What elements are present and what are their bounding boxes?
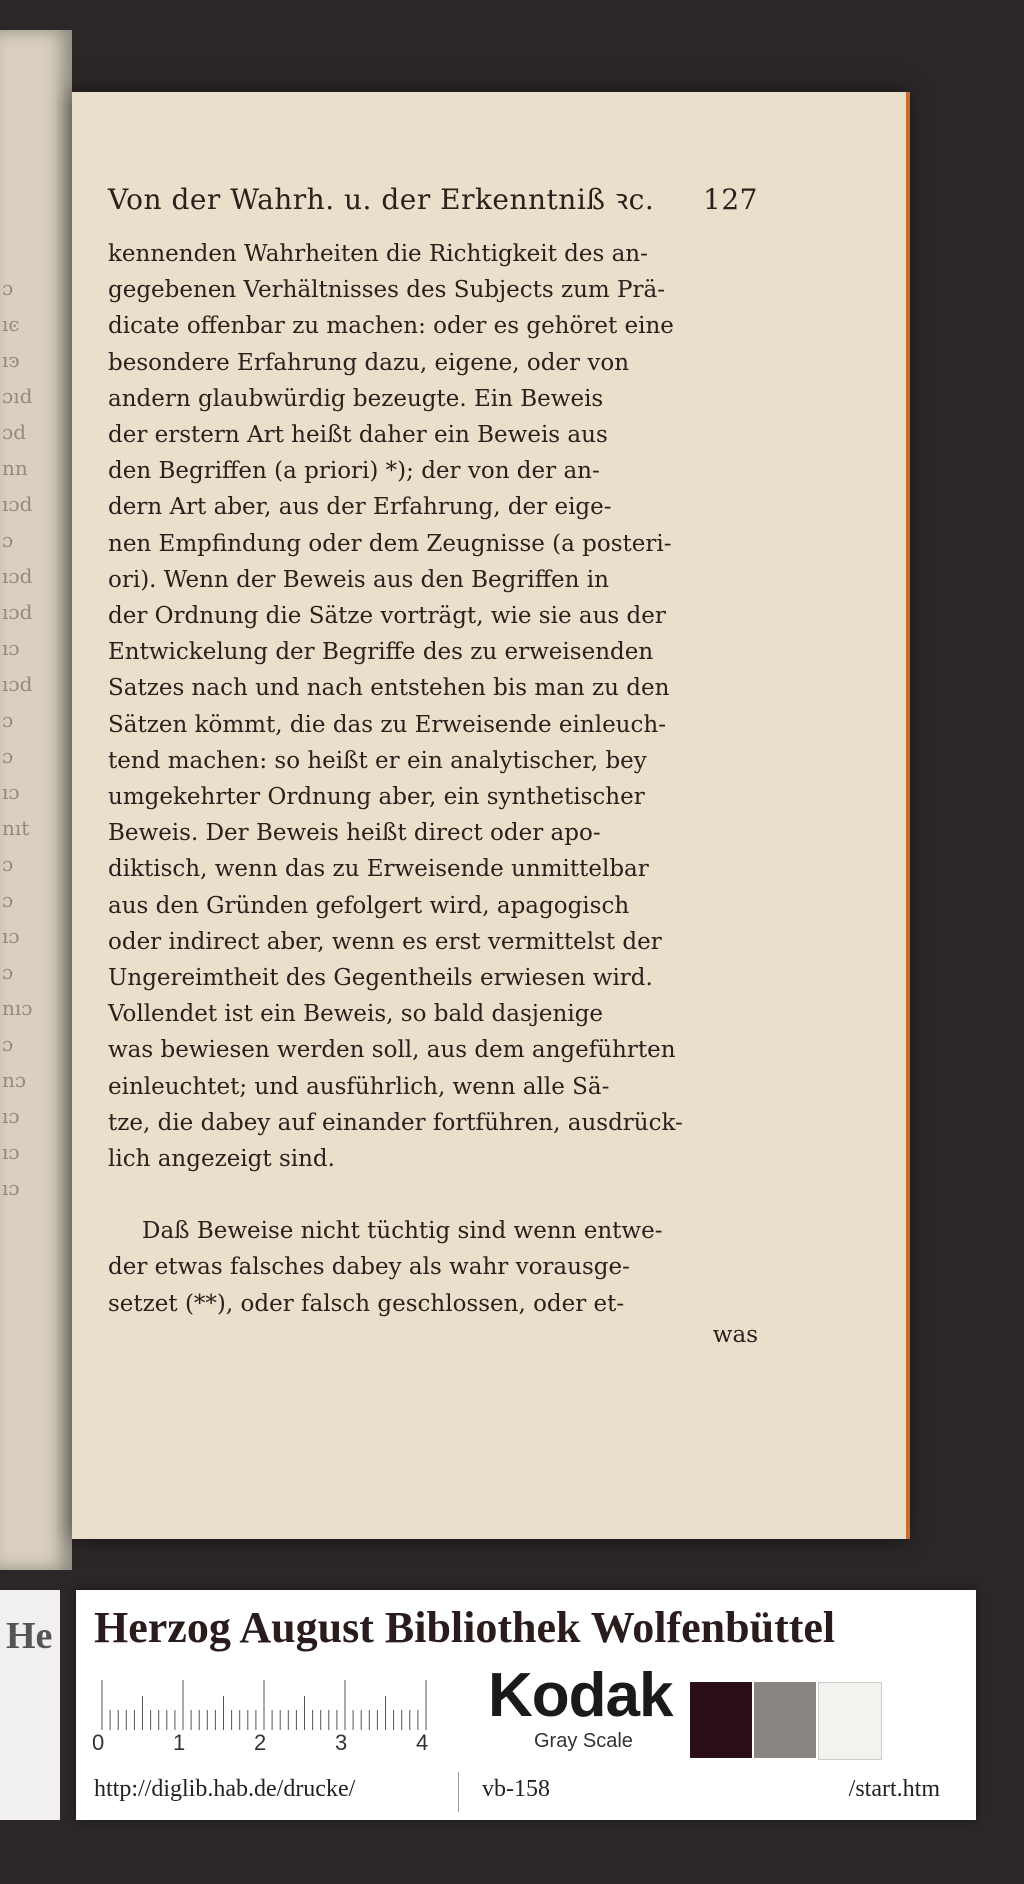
text-line: tend machen: so heißt er ein analytischer, bey — [108, 747, 647, 774]
swatch-mid — [754, 1682, 816, 1758]
facing-page-fragment: ıɔ — [2, 924, 20, 948]
facing-page-fragment: ıɔd — [2, 492, 33, 516]
text-line: Beweis. Der Beweis heißt direct oder apo- — [108, 820, 601, 847]
text-line: ori). Wenn der Beweis aus den Begriffen in — [108, 566, 609, 593]
text-line: nen Empfindung oder dem Zeugnisse (a posteri- — [108, 530, 672, 557]
text-line: einleuchtet; und ausführlich, wenn alle Sä- — [108, 1073, 610, 1100]
facing-page-fragment: ɔ — [2, 852, 14, 876]
text-line: lich angezeigt sind. — [108, 1146, 335, 1173]
facing-page-fragment: ɔıd — [2, 384, 33, 408]
page-header — [108, 180, 758, 218]
facing-page-fragment: ɔ — [2, 960, 14, 984]
text-line: oder indirect aber, wenn es erst vermittelst der — [108, 928, 662, 955]
facing-page-fragment: ıɔ — [2, 780, 20, 804]
facing-page-fragment: nn — [2, 456, 28, 480]
text-line: Entwickelung der Begriffe des zu erweisenden — [108, 639, 654, 666]
url-divider — [458, 1772, 459, 1812]
swatch-dark — [690, 1682, 752, 1758]
text-line: Daß Beweise nicht tüchtig sind wenn entwe- — [142, 1218, 663, 1245]
text-line: der erstern Art heißt daher ein Beweis aus — [108, 422, 608, 449]
brand-logo: Kodak — [488, 1661, 673, 1730]
ruler-scale — [96, 1670, 456, 1730]
text-line: was bewiesen werden soll, aus dem angeführten — [108, 1037, 676, 1064]
facing-page-fragment: nıt — [2, 816, 30, 840]
text-line: Ungereimtheit des Gegentheils erwiesen wird. — [108, 965, 653, 992]
adjacent-target-fragment: He — [6, 1615, 53, 1657]
facing-page-fragment: ıɔ — [2, 1176, 20, 1200]
gray-scale-label: Gray Scale — [534, 1730, 633, 1752]
facing-page-fragment: ıɔd — [2, 564, 33, 588]
ruler-number: 3 — [335, 1730, 348, 1755]
text-line: tze, die dabey auf einander fortführen, ausdrück- — [108, 1109, 683, 1136]
running-head: Von der Wahrh. u. der Erkenntniß ꝛc. — [108, 183, 655, 216]
facing-page-fragment: nɔ — [2, 1068, 27, 1092]
text-line: kennenden Wahrheiten die Richtigkeit des an- — [108, 241, 648, 267]
text-line: besondere Erfahrung dazu, eigene, oder von — [108, 349, 630, 376]
url-prefix: http://diglib.hab.de/drucke/ — [94, 1776, 356, 1802]
body-text — [108, 236, 758, 1322]
facing-page-fragment: ɔ — [2, 1032, 14, 1056]
paragraph-2 — [108, 1213, 758, 1322]
text-line: der Ordnung die Sätze vorträgt, wie sie aus der — [108, 603, 666, 630]
facing-page-fragment: ıɔd — [2, 672, 33, 696]
text-line: den Begriffen (a priori) *); der von der an- — [108, 458, 600, 485]
text-line: setzet (**), oder falsch geschlossen, oder et- — [108, 1290, 625, 1317]
text-line: dicate offenbar zu machen: oder es gehöret eine — [108, 313, 674, 340]
facing-page-fragment: ıɔd — [2, 600, 33, 624]
adjacent-target-strip — [0, 1590, 60, 1820]
text-line: gegebenen Verhältnisses des Subjects zum Prä- — [108, 277, 666, 304]
text-line: aus den Gründen gefolgert wird, apagogisch — [108, 892, 630, 919]
facing-page-fragment: ıɔ — [2, 1104, 20, 1128]
facing-page-fragment: ıͽ — [2, 348, 20, 372]
page-content — [108, 180, 758, 1348]
institution-name: Herzog August Bibliothek Wolfenbüttel — [94, 1603, 836, 1652]
facing-page-fragment: ıɔ — [2, 1140, 20, 1164]
facing-page-fragment: ɔ — [2, 276, 14, 300]
swatch-light — [818, 1682, 882, 1760]
text-line: Vollendet ist ein Beweis, so bald dasjenige — [108, 1001, 604, 1028]
catchword: was — [712, 1321, 758, 1348]
text-line: Sätzen kömmt, die das zu Erweisende einleuch- — [108, 711, 666, 738]
facing-page-fragment: ɔ — [2, 744, 14, 768]
book-page — [72, 92, 906, 1539]
page-number: 127 — [703, 183, 758, 216]
ruler-number: 4 — [416, 1730, 429, 1755]
facing-page-fragment: ɔ — [2, 528, 14, 552]
facing-page-fragment: ɔd — [2, 420, 27, 444]
text-line: dern Art aber, aus der Erfahrung, der eige- — [108, 494, 612, 521]
paragraph-1 — [108, 236, 758, 1177]
text-line: umgekehrter Ordnung aber, ein synthetischer — [108, 784, 645, 811]
facing-page-fragment: ıͼ — [2, 312, 20, 336]
text-line: diktisch, wenn das zu Erweisende unmittelbar — [108, 856, 649, 883]
text-line: andern glaubwürdig bezeugte. Ein Beweis — [108, 385, 604, 412]
facing-page-fragment: ıɔ — [2, 636, 20, 660]
shelfmark: vb-158 — [482, 1776, 550, 1802]
facing-page-fragment: ɔ — [2, 708, 14, 732]
url-suffix: /start.htm — [848, 1776, 940, 1802]
text-line: der etwas falsches dabey als wahr vorausge- — [108, 1254, 630, 1281]
ruler-number: 2 — [254, 1730, 267, 1755]
text-line: Satzes nach und nach entstehen bis man zu den — [108, 675, 670, 702]
facing-page-fragments — [2, 270, 42, 1206]
color-target-card — [76, 1590, 976, 1820]
ruler-number: 0 — [92, 1730, 105, 1755]
facing-page-fragment: ɔ — [2, 888, 14, 912]
ruler-number: 1 — [173, 1730, 186, 1755]
facing-page-fragment: nıɔ — [2, 996, 33, 1020]
facing-page-edge — [0, 30, 72, 1570]
